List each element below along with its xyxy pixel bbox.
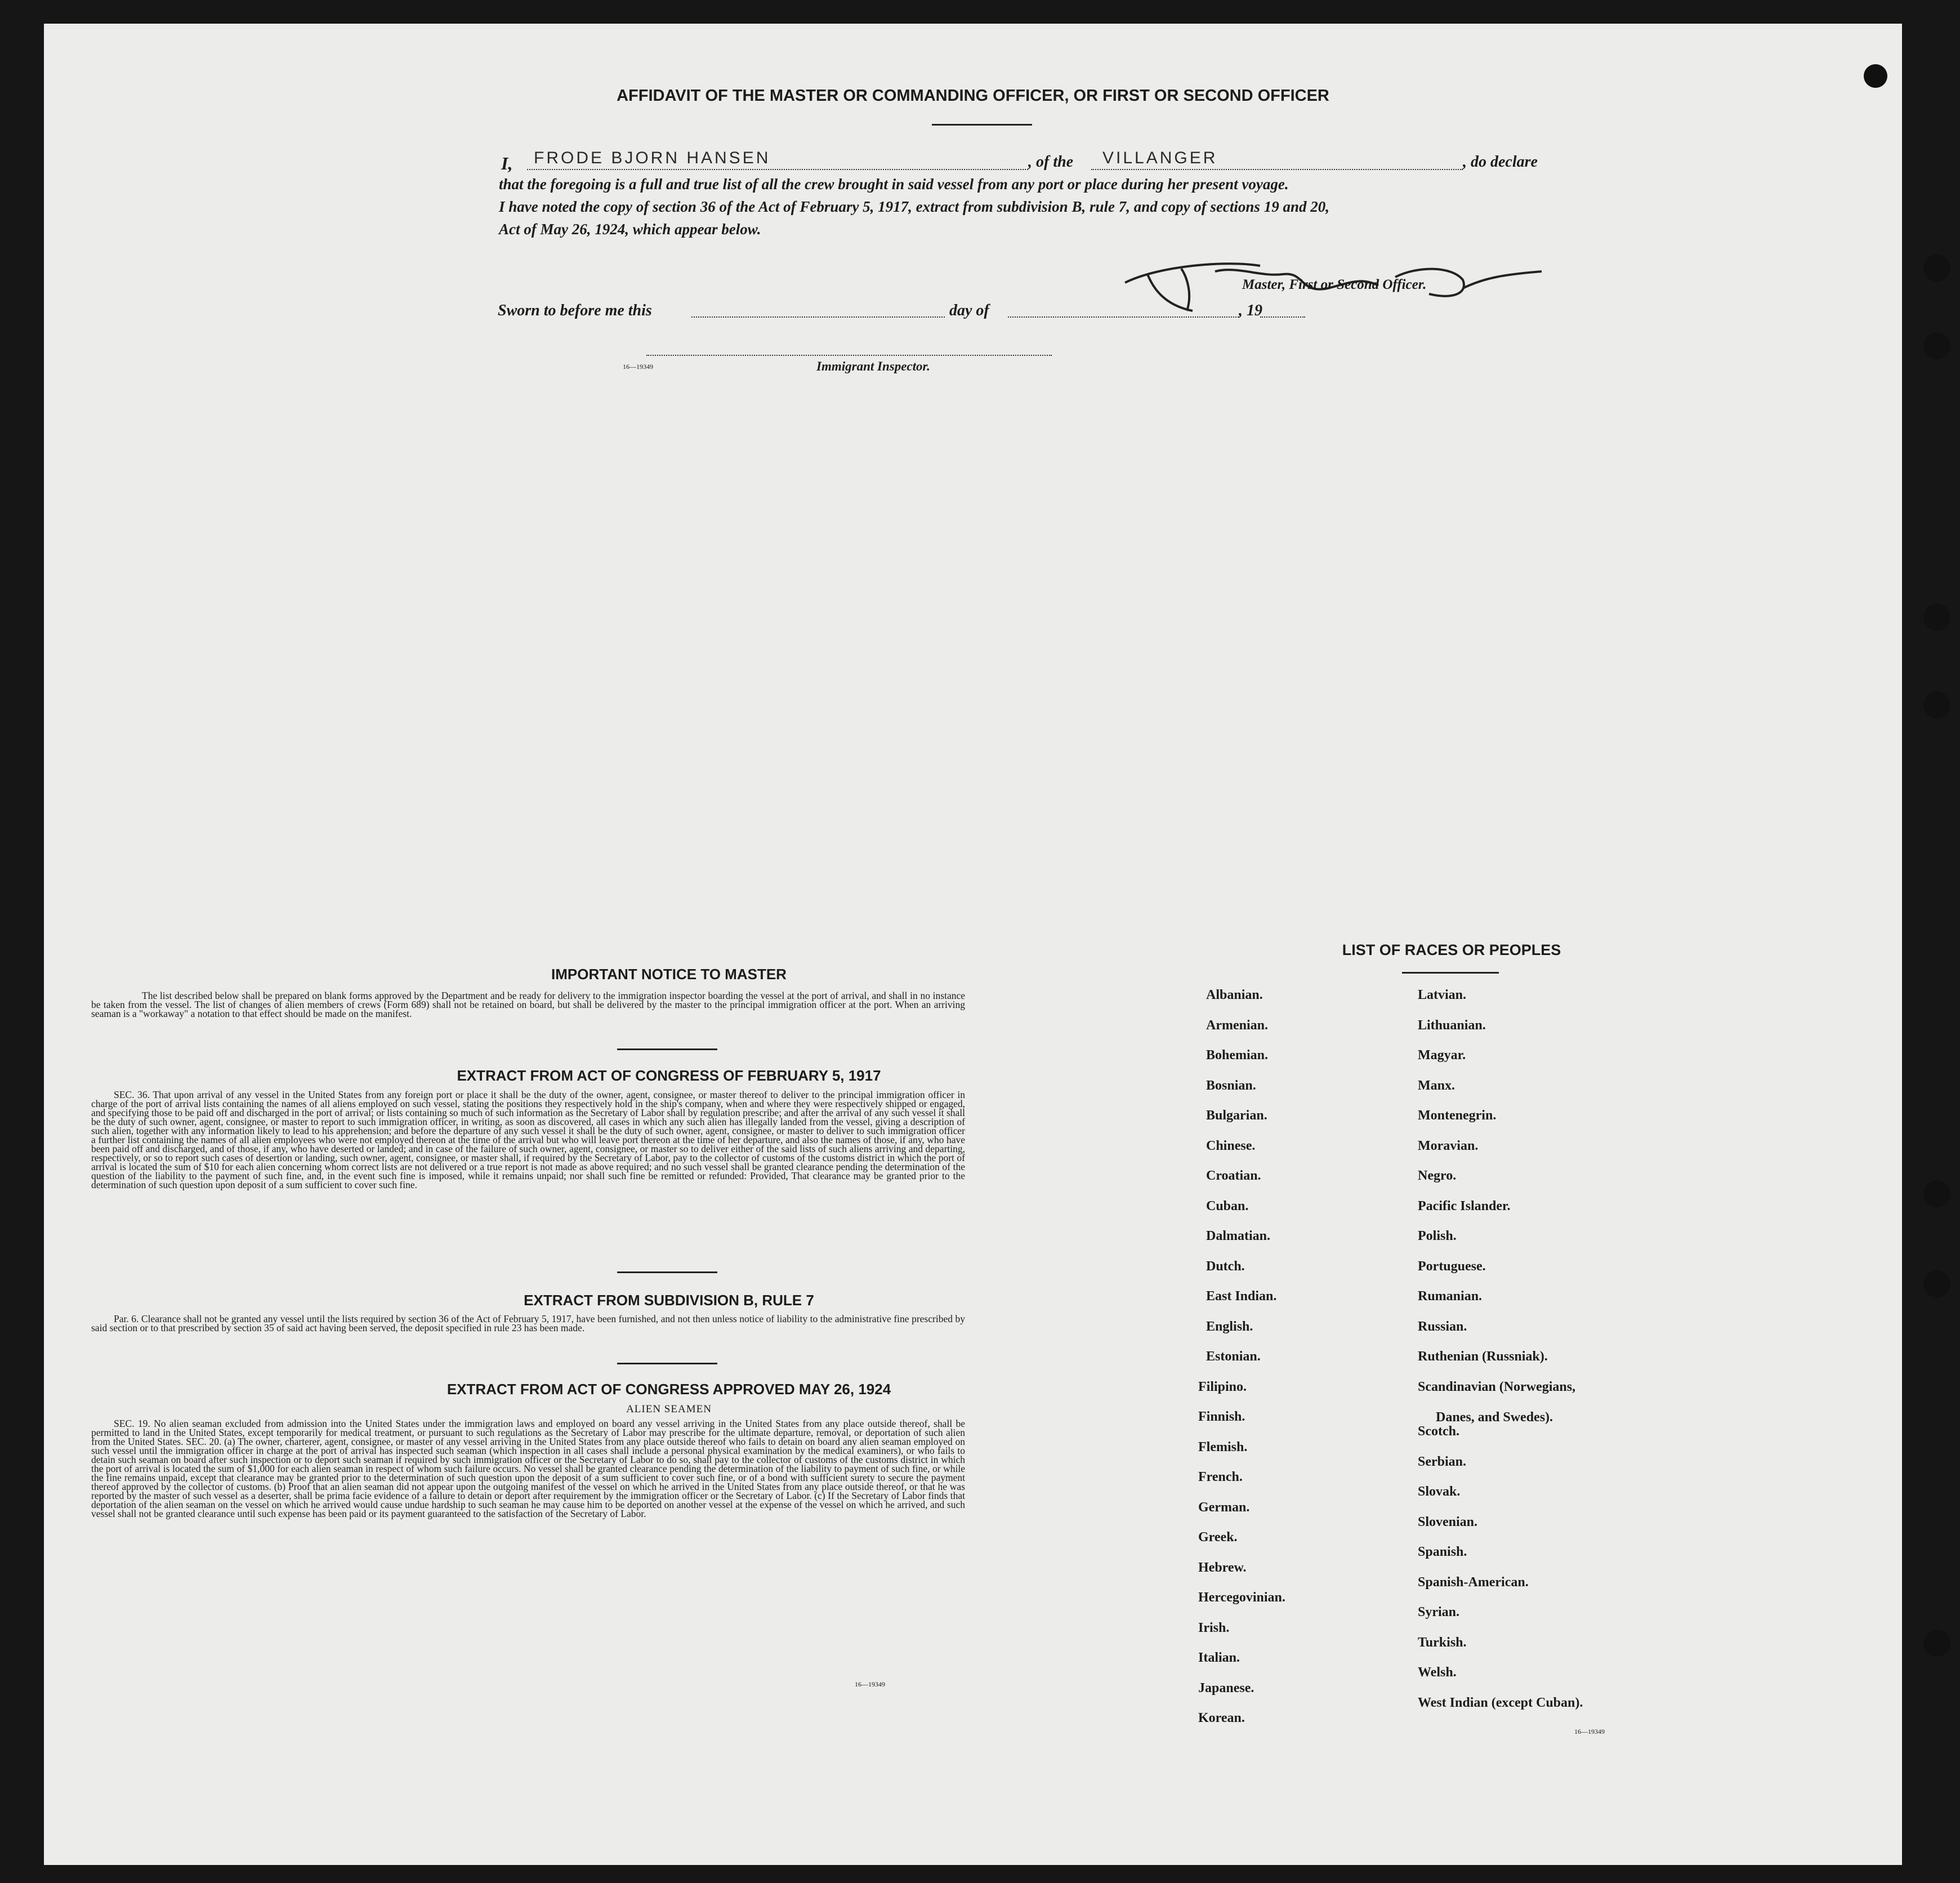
race-item: Magyar. (1418, 1048, 1466, 1063)
sworn-month-field (1008, 300, 1239, 318)
race-item: Rumanian. (1418, 1289, 1483, 1304)
extract-1924-body: SEC. 19. No alien seaman excluded from admission into the United States under the immigration laws and employed on board any vessel arriving in the United States from any place outside thereof, shall be permitted to land in the United States, except temporarily for medical treatment, or pursuant to such regulations as the Secretary of Labor may prescribe for the ultimate departure, removal, or deportation of such alien from the United States. SEC. 20. (a) The owner, charterer, agent, consignee, or master of any vessel arriving in the United States from any place outside thereof who fails to detain on board any alien seaman employed on such vessel until the immigration officer in charge at the port of arrival has inspected such seaman (which inspection in all cases shall include a personal physical examination by the medical examiners), or who fails to detain such seaman on board after such inspection or to deport such seaman if required by such immigration officer or the Secretary of Labor to do so, shall pay to the collector of customs of the customs district in which the port of arrival is located the sum of $1,000 for each alien seaman in respect of whom such failure occurs. No vessel shall be granted clearance pending the determination of the liability to payment of such fine, or while the fine remains unpaid, except that clearance may be granted prior to the determination of such question upon the deposit of a sum sufficient to cover such fine, or of a bond with sufficient surety to secure the payment thereof approved by the collector of customs. (b) Proof that an alien seaman did not appear upon the outgoing manifest of the vessel on which he arrived in the United States from any place outside thereof, or that he was reported by the master of such vessel as a deserter, shall be prima facie evidence of a failure to detain or deport after requirement by the immigration officer or the Secretary of Labor. (c) If the Secretary of Labor finds that deportation of the alien seaman on the vessel on which he arrived would cause undue hardship to such seaman he may cause him to be deported on another vessel at the expense of the vessel on which he arrived, and such vessel shall not be granted clearance until such expense has been paid or its payment guaranteed to the satisfaction of the Secretary of Labor. (91, 1418, 965, 1519)
declaration-line-4: Act of May 26, 1924, which appear below. (499, 221, 761, 238)
vessel-name: VILLANGER (1102, 149, 1218, 167)
master-caption: Master, First or Second Officer. (1242, 277, 1427, 292)
race-item: East Indian. (1206, 1289, 1277, 1304)
race-item: Flemish. (1198, 1439, 1248, 1454)
race-item: Croatian. (1206, 1168, 1261, 1183)
race-item: Armenian. (1206, 1018, 1268, 1033)
divider (617, 1048, 717, 1050)
punch-hole (1923, 1180, 1950, 1207)
alien-seamen-subheading: ALIEN SEAMEN (626, 1403, 712, 1415)
race-item: Dalmatian. (1206, 1229, 1270, 1243)
form-number: 16—19349 (855, 1680, 885, 1688)
race-item: Bohemian. (1206, 1048, 1269, 1063)
punch-hole (1923, 604, 1950, 631)
race-item: Polish. (1418, 1229, 1457, 1243)
race-item: Lithuanian. (1418, 1018, 1486, 1033)
extract-1924-heading: EXTRACT FROM ACT OF CONGRESS APPROVED MAY 26, 1924 (447, 1381, 891, 1398)
race-item: Korean. (1198, 1711, 1245, 1725)
punch-hole (1864, 64, 1887, 88)
race-item: Dutch. (1206, 1259, 1245, 1274)
master-name: FRODE BJORN HANSEN (534, 149, 771, 167)
divider (617, 1271, 717, 1273)
race-item: Bosnian. (1206, 1078, 1256, 1093)
do-declare-label: , do declare (1463, 153, 1538, 171)
declaration-line-2: that the foregoing is a full and true list of all the crew brought in said vessel from any port or place during her present voyage. (499, 176, 1289, 193)
race-item: Ruthenian (Russniak). (1418, 1349, 1548, 1364)
document-sheet (44, 24, 1902, 1865)
race-item: Albanian. (1206, 988, 1263, 1002)
divider (617, 1363, 717, 1364)
race-item: Moravian. (1418, 1138, 1479, 1153)
punch-hole (1923, 332, 1950, 359)
race-item: Serbian. (1418, 1454, 1467, 1469)
form-number: 16—19349 (623, 363, 653, 371)
extract-1917-body: SEC. 36. That upon arrival of any vessel in the United States from any foreign port or place it shall be the duty of the owner, agent, consignee, or master thereof to deliver to the principal immigration officer in charge of the port of arrival lists containing the names of all aliens employed on such vessel, stating the positions they respectively hold in the ship's company, when and where they were respectively shipped or engaged, and specifying those to be paid off and discharged in the port of arrival; or lists containing so much of such information as the Secretary of Labor shall by regulation prescribe; and after the arrival of any such vessel it shall be the duty of such owner, agent, consignee, or master to report to such immigration officer, in writing, as soon as discovered, all cases in which any such alien has illegally landed from the vessel, giving a description of such alien, together with any information likely to lead to his apprehension; and before the departure of any such vessel it shall be the duty of such owner, agent, consignee, or master to deliver to such immigration officer a further list containing the names of all alien employees who were not employed thereon at the time of the arrival but who will leave port thereon at the time of her departure, and also the names of those, if any, who have been paid off and discharged, and of those, if any, who have deserted or landed; and in case of the failure of such owner, agent, consignee, or master so to deliver either of the said lists of such aliens arriving and departing, respectively, or so to report such cases of desertion or landing, such owner, agent, consignee, or master shall, if required by the Secretary of Labor, pay to the collector of customs of the customs district in which the port of arrival is located the sum of $10 for each alien concerning whom correct lists are not delivered or a true report is not made as above required; and no such vessel shall be granted clearance pending the determination of the question of the liability to the payment of such fine, and, in the event such fine is imposed, while it remains unpaid; nor shall such fine be remitted or refunded: Provided, That clearance may be granted prior to the determination of such question upon deposit of a sum sufficient to cover such fine. (91, 1089, 965, 1190)
rule-7-heading: EXTRACT FROM SUBDIVISION B, RULE 7 (524, 1292, 814, 1309)
race-item: Italian. (1198, 1650, 1240, 1665)
race-item: Greek. (1198, 1530, 1238, 1545)
notice-heading: IMPORTANT NOTICE TO MASTER (551, 966, 787, 983)
race-item: Hercegovinian. (1198, 1590, 1285, 1605)
race-item: Turkish. (1418, 1635, 1467, 1650)
race-item: Slovak. (1418, 1484, 1461, 1499)
declaration-i: I, (501, 153, 513, 173)
inspector-caption: Immigrant Inspector. (816, 359, 930, 373)
race-item: Cuban. (1206, 1198, 1249, 1213)
race-item: Negro. (1418, 1168, 1457, 1183)
race-item: Latvian. (1418, 988, 1467, 1002)
race-item: German. (1198, 1500, 1250, 1515)
extract-1917-heading: EXTRACT FROM ACT OF CONGRESS OF FEBRUARY 5, 1917 (457, 1067, 881, 1084)
declaration-line-3: I have noted the copy of section 36 of the Act of February 5, 1917, extract from subdivision B, rule 7, and copy of sections 19 and 20, (499, 198, 1329, 215)
race-item: Danes, and Swedes). (1436, 1409, 1553, 1425)
race-item: Finnish. (1198, 1409, 1245, 1424)
sworn-label: Sworn to before me this (498, 302, 652, 319)
sworn-year-field (1260, 300, 1305, 318)
races-heading: LIST OF RACES OR PEOPLES (1342, 942, 1561, 958)
race-item: Spanish-American. (1418, 1574, 1529, 1590)
race-item: Hebrew. (1198, 1560, 1247, 1575)
punch-hole (1923, 1630, 1950, 1657)
day-of-label: day of (949, 302, 989, 319)
race-item: Bulgarian. (1206, 1108, 1267, 1123)
race-item: Welsh. (1418, 1665, 1457, 1680)
punch-hole (1923, 255, 1950, 282)
notice-body: The list described below shall be prepared on blank forms approved by the Department and be ready for delivery to the immigration inspector boarding the vessel at the port of arrival, and shall in no instance be taken from the vessel. The list of changes of alien members of crews (Form 689) shall not be retained on board, but shall be delivered by the master to the principal immigration officer at the port. When an arriving seaman is a "workaway" a notation to that effect should be made on the manifest. (91, 990, 965, 1019)
race-item: Syrian. (1418, 1605, 1460, 1619)
inspector-signature-field (646, 339, 1052, 356)
race-item: Irish. (1198, 1620, 1230, 1635)
punch-hole (1923, 1270, 1950, 1297)
race-item: Chinese. (1206, 1138, 1256, 1153)
divider (932, 124, 1032, 126)
sworn-day-field (691, 300, 945, 318)
divider (1402, 972, 1499, 974)
form-number: 16—19349 (1574, 1728, 1605, 1735)
race-item: Slovenian. (1418, 1514, 1478, 1529)
race-item: Japanese. (1198, 1680, 1254, 1695)
race-item: Manx. (1418, 1078, 1455, 1093)
race-item: Scotch. (1418, 1424, 1459, 1439)
race-item: Filipino. (1198, 1379, 1247, 1394)
punch-hole (1923, 691, 1950, 719)
race-item: Spanish. (1418, 1545, 1467, 1559)
race-item: Estonian. (1206, 1349, 1261, 1364)
race-item: Pacific Islander. (1418, 1198, 1511, 1213)
rule-7-body: Par. 6. Clearance shall not be granted any vessel until the lists required by section 36 of the Act of February 5, 1917, have been furnished, and not then unless notice of liability to the administrative fine prescribed by said section or to that prescribed by section 35 of said act having been served, the deposit specified in rule 23 has been made. (91, 1313, 965, 1333)
race-item: Russian. (1418, 1319, 1467, 1334)
race-item: Scandinavian (Norwegians, (1418, 1379, 1576, 1394)
race-item: French. (1198, 1470, 1243, 1484)
year-prefix: , 19 (1239, 302, 1262, 319)
race-item: English. (1206, 1319, 1253, 1334)
race-item: Portuguese. (1418, 1259, 1486, 1274)
race-item: West Indian (except Cuban). (1418, 1695, 1583, 1710)
of-the-label: , of the (1028, 153, 1074, 171)
affidavit-heading: AFFIDAVIT OF THE MASTER OR COMMANDING OFFICER, OR FIRST OR SECOND OFFICER (617, 87, 1329, 105)
race-item: Montenegrin. (1418, 1108, 1497, 1123)
